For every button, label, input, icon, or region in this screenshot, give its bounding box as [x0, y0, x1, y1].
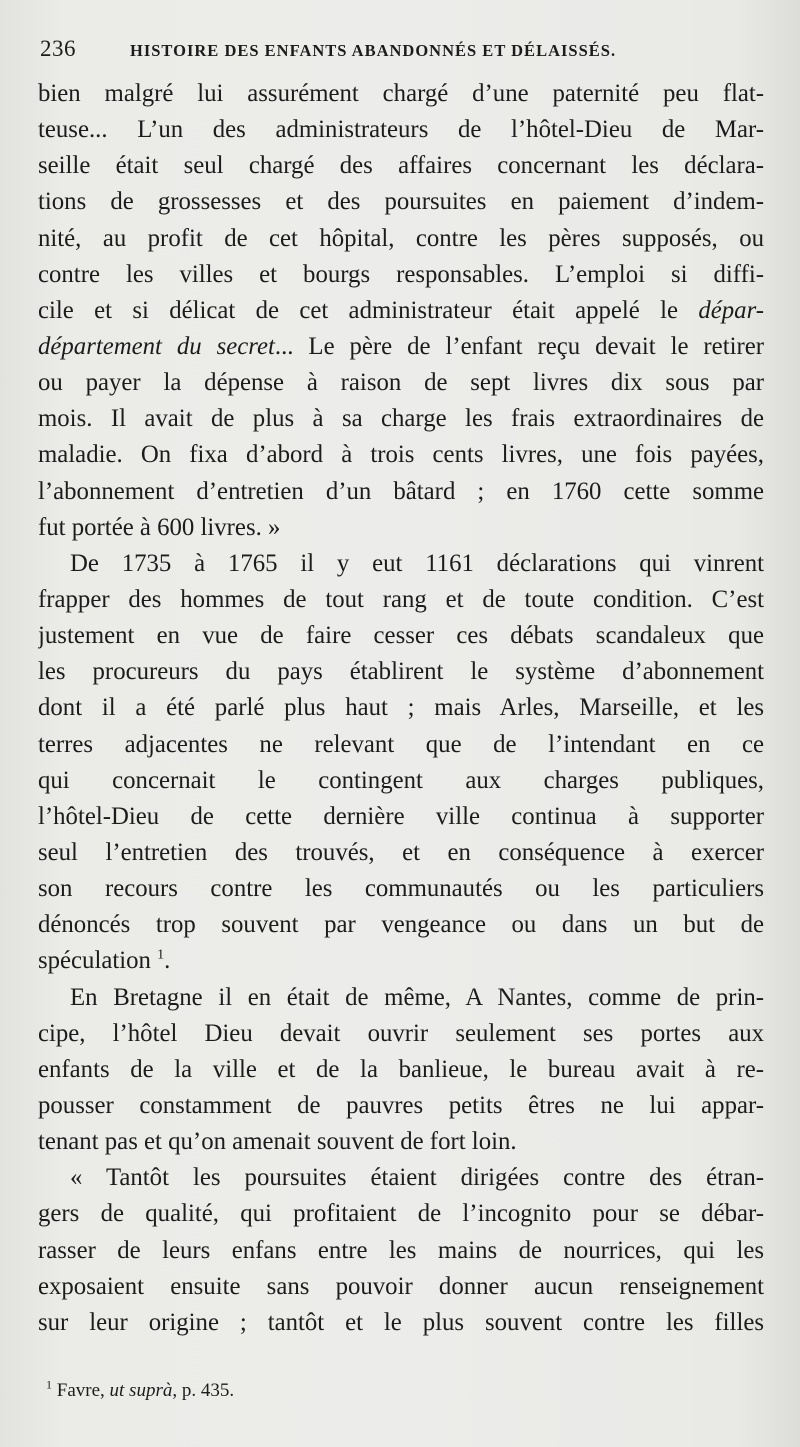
text-line: son recours contre les communautés ou les particuliers: [38, 875, 764, 903]
footnote: [46, 1377, 235, 1402]
text-line: De 1735 à 1765 il y eut 1161 déclarations qui vinrent: [70, 549, 764, 577]
running-title: HISTOIRE DES ENFANTS ABANDONNÉS ET DÉLAISSÉS.: [130, 41, 617, 60]
text-line: bien malgré lui assurément chargé d’une paternité peu flat-: [38, 80, 764, 107]
text-line: spéculation $^1$.: [38, 947, 171, 975]
text-line: « Tantôt les poursuites étaient dirigées contre des étran-: [70, 1164, 764, 1192]
text-line: les procureurs du pays établirent le système d’abonnement: [38, 658, 764, 686]
text-line: seille était seul chargé des affaires concernant les déclara-: [38, 152, 764, 180]
text-line: dont il a été parlé plus haut ; mais Arles, Marseille, et les: [38, 694, 764, 722]
body-text: [38, 76, 764, 1341]
text-line: justement en vue de faire cesser ces débats scandaleux que: [38, 622, 764, 650]
text-line: fut portée à 600 livres. »: [38, 513, 281, 541]
text-line: cipe, l’hôtel Dieu devait ouvrir seulement ses portes aux: [38, 1019, 764, 1047]
text-line: nité, au profit de cet hôpital, contre les pères supposés, ou: [38, 224, 764, 252]
text-line: terres adjacentes ne relevant que de l’intendant en ce: [38, 730, 764, 758]
text-line: teuse... L’un des administrateurs de l’hôtel-Dieu de Mar-: [38, 116, 764, 144]
footnote-marker: 1: [46, 1377, 52, 1392]
text-line: gers de qualité, qui profitaient de l’incognito pour se débar-: [38, 1200, 764, 1228]
text-line: enfants de la ville et de la banlieue, le bureau avait à re-: [38, 1055, 764, 1083]
text-line: ou payer la dépense à raison de sept livres dix sous par: [38, 369, 764, 397]
footnote-ref: ut suprà: [109, 1380, 173, 1401]
text-line: l’abonnement d’entretien d’un bâtard ; en 1760 cette somme: [38, 477, 764, 505]
text-line: qui concernait le contingent aux charges publiques,: [38, 766, 764, 794]
page-number: 236: [40, 36, 76, 61]
text-line: seul l’entretien des trouvés, et en conséquence à exercer: [38, 838, 764, 866]
italic-term-part1: dépar-: [698, 296, 764, 324]
italic-term: département du secret: [38, 332, 275, 360]
page-header: [40, 36, 760, 66]
text-line: exposaient ensuite sans pouvoir donner aucun renseignement: [38, 1272, 764, 1300]
text-line: maladie. On fixa d’abord à trois cents livres, une fois payées,: [38, 441, 764, 469]
text-line: sur leur origine ; tantôt et le plus souvent contre les filles: [38, 1308, 764, 1336]
text-line: cile et si délicat de cet administrateur était appelé le dépar-: [38, 296, 764, 324]
text-line: frapper des hommes de tout rang et de toute condition. C’est: [38, 585, 764, 613]
footnote-page: , p. 435.: [172, 1380, 235, 1401]
footnote-reference[interactable]: 1: [157, 948, 165, 964]
text-line: mois. Il avait de plus à sa charge les frais extraordinaires de: [38, 405, 764, 433]
text-line: tions de grossesses et des poursuites en paiement d’indem-: [38, 188, 764, 216]
text-line: département du secret... Le père de l’enfant reçu devait le retirer: [38, 332, 764, 360]
footnote-author: Favre,: [56, 1380, 110, 1401]
text-line: contre les villes et bourgs responsables. L’emploi si diffi-: [38, 260, 764, 288]
text-line: pousser constamment de pauvres petits êtres ne lui appar-: [38, 1091, 764, 1119]
text-line: rasser de leurs enfans entre les mains de nourrices, qui les: [38, 1236, 764, 1264]
text-line: dénoncés trop souvent par vengeance ou dans un but de: [38, 911, 764, 939]
text-line: l’hôtel-Dieu de cette dernière ville continua à supporter: [38, 802, 764, 830]
text-line: En Bretagne il en était de même, A Nantes, comme de prin-: [70, 983, 764, 1011]
text-line: tenant pas et qu’on amenait souvent de fort loin.: [38, 1128, 517, 1156]
